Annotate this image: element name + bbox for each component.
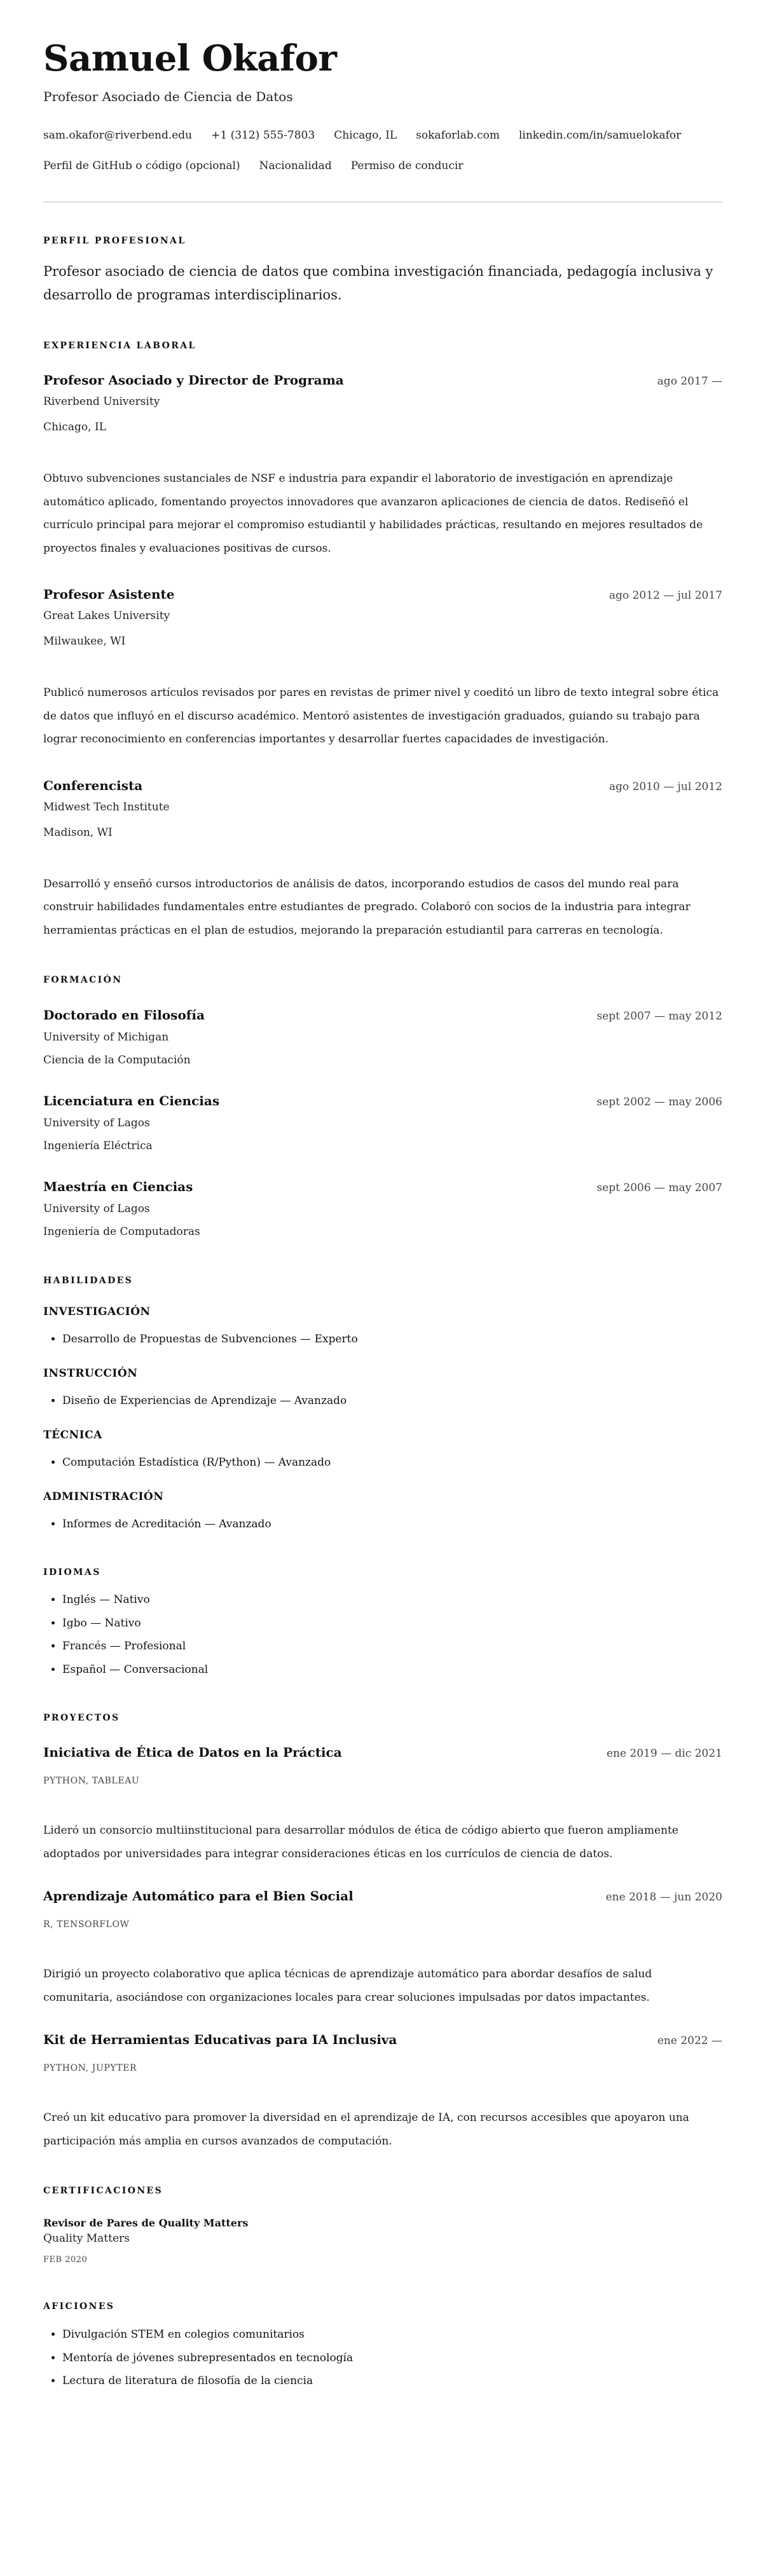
job-title: Profesor Asistente bbox=[43, 587, 175, 602]
job-entry bbox=[43, 371, 722, 560]
job-dates: ago 2010 — jul 2012 bbox=[608, 780, 722, 793]
education-dates: sept 2007 — may 2012 bbox=[596, 1010, 722, 1023]
degree-title: Maestría en Ciencias bbox=[43, 1179, 193, 1194]
skill-category: INSTRUCCIÓN bbox=[43, 1367, 138, 1380]
skill-item: • Diseño de Experiencias de Aprendizaje — Avanzado bbox=[62, 1392, 722, 1410]
skill-item: • Informes de Acreditación — Avanzado bbox=[62, 1515, 722, 1533]
job-company: Midwest Tech Institute bbox=[43, 800, 170, 814]
job-company: Riverbend University bbox=[43, 395, 160, 408]
job-entry bbox=[43, 777, 722, 943]
project-dates: ene 2018 — jun 2020 bbox=[605, 1891, 722, 1904]
project-tech: R, TENSORFLOW bbox=[43, 1919, 130, 1930]
skills-section bbox=[43, 1274, 722, 1533]
header-divider bbox=[43, 201, 722, 203]
certification-entry bbox=[43, 2216, 722, 2266]
contact-linkedin[interactable]: linkedin.com/in/samuelokafor bbox=[518, 129, 682, 142]
section-heading: PROYECTOS bbox=[43, 1713, 120, 1723]
section-heading: HABILIDADES bbox=[43, 1276, 134, 1286]
certification-name: Revisor de Pares de Quality Matters bbox=[43, 2217, 249, 2229]
section-heading: IDIOMAS bbox=[43, 1567, 101, 1578]
project-description: Dirigió un proyecto colaborativo que aplica técnicas de aprendizaje automático para abordar desafíos de salud comunitaria, asociándose con organizaciones locales para crear soluciones impulsadas por datos impactantes. bbox=[43, 1968, 652, 2004]
hobby-item: • Mentoría de jóvenes subrepresentados en tecnología bbox=[62, 2347, 722, 2370]
education-entry bbox=[43, 1092, 722, 1155]
education-dates: sept 2006 — may 2007 bbox=[596, 1182, 722, 1194]
project-dates: ene 2019 — dic 2021 bbox=[606, 1747, 722, 1760]
language-item: • Francés — Profesional bbox=[62, 1635, 722, 1658]
contact-location: Chicago, IL bbox=[334, 129, 397, 142]
job-location: Madison, WI bbox=[43, 826, 113, 839]
job-entry bbox=[43, 585, 722, 751]
project-entry bbox=[43, 1887, 722, 2009]
certifications-section bbox=[43, 2184, 722, 2266]
skill-category: ADMINISTRACIÓN bbox=[43, 1490, 164, 1503]
hobbies-section bbox=[43, 2300, 722, 2393]
certification-date: FEB 2020 bbox=[43, 2255, 88, 2265]
project-name: Kit de Herramientas Educativas para IA Inclusiva bbox=[43, 2032, 397, 2047]
candidate-title: Profesor Asociado de Ciencia de Datos bbox=[43, 89, 293, 104]
candidate-name: Samuel Okafor bbox=[43, 37, 337, 79]
hobby-item: • Divulgación STEM en colegios comunitarios bbox=[62, 2323, 722, 2347]
project-name: Aprendizaje Automático para el Bien Social bbox=[43, 1888, 354, 1904]
field-of-study: Ingeniería de Computadoras bbox=[43, 1225, 200, 1238]
project-tech: PYTHON, JUPYTER bbox=[43, 2063, 137, 2073]
field-of-study: Ciencia de la Computación bbox=[43, 1054, 191, 1067]
summary-section bbox=[43, 235, 722, 307]
skill-item: • Desarrollo de Propuestas de Subvenciones — Experto bbox=[62, 1330, 722, 1348]
job-description: Desarrolló y enseñó cursos introductorios de análisis de datos, incorporando estudios de casos del mundo real para construir habilidades fundamentales entre estudiantes de pregrado. Colaboró con socios de la industria para integrar herramientas prácticas en el plan de estudios, mejorando la preparación estudiantil para carreras en tecnología. bbox=[43, 877, 691, 937]
project-entry bbox=[43, 1743, 722, 1865]
skill-category: INVESTIGACIÓN bbox=[43, 1305, 151, 1318]
language-item: • Inglés — Nativo bbox=[62, 1588, 722, 1612]
project-entry bbox=[43, 2031, 722, 2153]
education-section bbox=[43, 974, 722, 1241]
field-of-study: Ingeniería Eléctrica bbox=[43, 1140, 153, 1152]
contact-license: Permiso de conducir bbox=[350, 160, 464, 172]
resume-header bbox=[43, 37, 722, 181]
section-heading: EXPERIENCIA LABORAL bbox=[43, 341, 196, 351]
job-location: Chicago, IL bbox=[43, 421, 106, 433]
section-heading: FORMACIÓN bbox=[43, 975, 123, 985]
section-heading: CERTIFICACIONES bbox=[43, 2186, 163, 2196]
contact-email[interactable]: sam.okafor@riverbend.edu bbox=[43, 129, 193, 142]
project-description: Lideró un consorcio multiinstitucional para desarrollar módulos de ética de código abierto que fueron ampliamente adoptados por universidades para integrar consideraciones éticas en los currículos de ciencia de datos. bbox=[43, 1824, 678, 1860]
projects-section bbox=[43, 1712, 722, 2153]
section-heading: PERFIL PROFESIONAL bbox=[43, 236, 186, 246]
project-name: Iniciativa de Ética de Datos en la Práctica bbox=[43, 1745, 342, 1760]
summary-text: Profesor asociado de ciencia de datos que combina investigación financiada, pedagogía inclusiva y desarrollo de programas interdisciplinarios. bbox=[43, 264, 713, 303]
job-dates: ago 2017 — bbox=[657, 375, 722, 388]
degree-title: Doctorado en Filosofía bbox=[43, 1007, 205, 1023]
job-dates: ago 2012 — jul 2017 bbox=[608, 589, 722, 602]
skill-category: TÉCNICA bbox=[43, 1429, 102, 1441]
degree-title: Licenciatura en Ciencias bbox=[43, 1093, 220, 1108]
education-entry bbox=[43, 1178, 722, 1241]
project-dates: ene 2022 — bbox=[657, 2034, 722, 2047]
hobby-item: • Lectura de literatura de filosofía de la ciencia bbox=[62, 2369, 722, 2393]
language-item: • Igbo — Nativo bbox=[62, 1612, 722, 1635]
project-tech: PYTHON, TABLEAU bbox=[43, 1776, 140, 1786]
school-name: University of Michigan bbox=[43, 1031, 169, 1044]
section-heading: AFICIONES bbox=[43, 2301, 115, 2312]
school-name: University of Lagos bbox=[43, 1117, 150, 1129]
job-title: Profesor Asociado y Director de Programa bbox=[43, 372, 344, 388]
school-name: University of Lagos bbox=[43, 1203, 150, 1215]
job-description: Publicó numerosos artículos revisados por pares en revistas de primer nivel y coeditó un libro de texto integral sobre ética de datos que influyó en el discurso académico. Mentoró asistentes de investigación graduados, guiando su trabajo para lograr reconocimiento en conferencias importantes y desarrollar fuertes capacidades de investigación. bbox=[43, 686, 719, 746]
education-dates: sept 2002 — may 2006 bbox=[596, 1096, 722, 1108]
project-description: Creó un kit educativo para promover la diversidad en el aprendizaje de IA, con recursos accesibles que apoyaron una participación más amplia en cursos avanzados de computación. bbox=[43, 2111, 689, 2148]
education-entry bbox=[43, 1006, 722, 1069]
contact-nationality: Nacionalidad bbox=[259, 160, 332, 172]
job-location: Milwaukee, WI bbox=[43, 635, 126, 648]
certification-issuer: Quality Matters bbox=[43, 2232, 130, 2245]
contact-website[interactable]: sokaforlab.com bbox=[416, 129, 500, 142]
experience-section bbox=[43, 339, 722, 942]
contact-phone: +1 (312) 555-7803 bbox=[211, 129, 315, 142]
contact-list bbox=[43, 120, 722, 181]
job-description: Obtuvo subvenciones sustanciales de NSF e industria para expandir el laboratorio de investigación en aprendizaje automático aplicado, fomentando proyectos innovadores que avanzaron aplicaciones de ciencia de datos. Rediseñó el currículo principal para mejorar el compromiso estudiantil y habilidades prácticas, resultando en mejores resultados de proyectos finales y evaluaciones positivas de cursos. bbox=[43, 472, 703, 555]
contact-github[interactable]: Perfil de GitHub o código (opcional) bbox=[43, 160, 240, 172]
job-company: Great Lakes University bbox=[43, 610, 170, 622]
languages-section bbox=[43, 1566, 722, 1681]
skill-item: • Computación Estadística (R/Python) — Avanzado bbox=[62, 1454, 722, 1471]
language-item: • Español — Conversacional bbox=[62, 1658, 722, 1682]
job-title: Conferencista bbox=[43, 777, 143, 793]
